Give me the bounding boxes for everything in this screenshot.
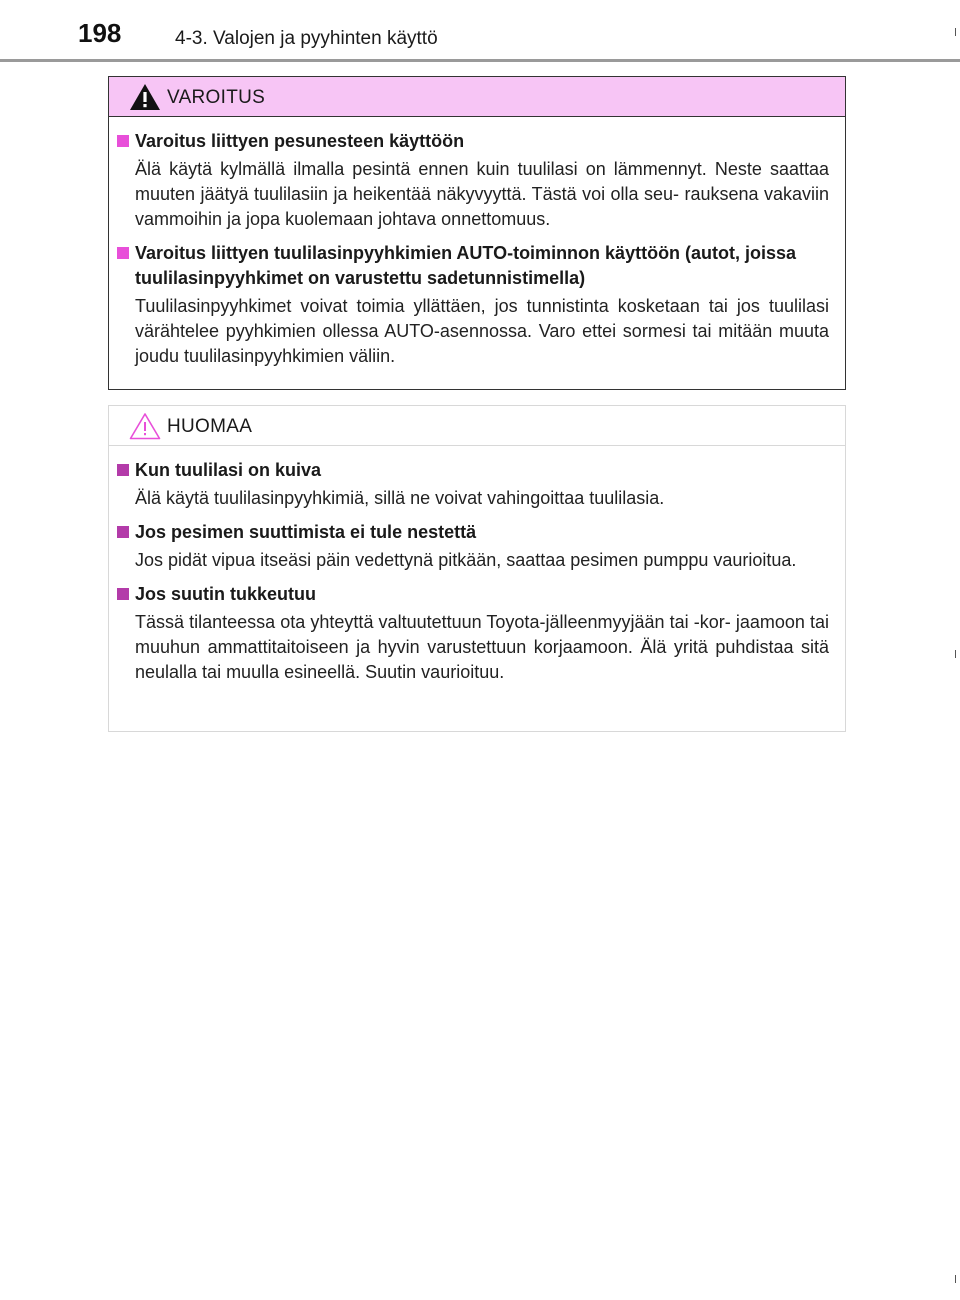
warning-box: [108, 76, 846, 390]
page-number: 198: [78, 18, 122, 48]
warning-item: [115, 129, 829, 232]
square-bullet-icon: [117, 588, 129, 600]
square-bullet-icon: [117, 526, 129, 538]
warning-box-header: [109, 77, 845, 117]
warning-item-text: Älä käytä kylmällä ilmalla pesintä ennen kuin tuulilasi on lämmennyt. Neste saattaa muuten jäätyä tuulilasiin ja heikentää näkyvyyttä. Tästä voi olla seu- rauksena vakaviin vammoihin ja jopa kuolemaan johtava onnettomuus.: [135, 159, 829, 229]
notice-box: [108, 405, 846, 732]
warning-item-text: Tuulilasinpyyhkimet voivat toimia yllättäen, jos tunnistinta kosketaan tai jos tuulilasi värähtelee pyyhkimien ollessa AUTO-asennossa. Varo ettei sormesi tai mitään muuta joudu tuulilasinpyyhkimien väliin.: [135, 296, 829, 366]
warning-item-title: Varoitus liittyen pesunesteen käyttöön: [135, 131, 465, 151]
notice-label: HUOMAA: [167, 416, 253, 437]
page-header: [0, 0, 960, 62]
square-bullet-icon: [117, 247, 129, 259]
notice-box-body: [109, 446, 845, 685]
square-bullet-icon: [117, 464, 129, 476]
caution-triangle-outline-icon: [129, 412, 161, 440]
notice-item-title: Jos pesimen suuttimista ei tule nestettä: [135, 522, 477, 542]
square-bullet-icon: [117, 135, 129, 147]
notice-box-header: [109, 406, 845, 446]
warning-box-body: [109, 117, 845, 369]
notice-item: [115, 582, 829, 685]
notice-item-text: Tässä tilanteessa ota yhteyttä valtuutettuun Toyota-jälleenmyyjään tai -kor- jaamoon tai muuhun ammattitaitoiseen ja hyvin varustettuun korjaamoon. Älä yritä puhdistaa sitä neulalla tai muulla esineellä. Suutin vaurioituu.: [135, 612, 829, 682]
warning-label: VAROITUS: [167, 87, 266, 108]
warning-item-title: Varoitus liittyen tuulilasinpyyhkimien AUTO-toiminnon käyttöön (autot, joissa tuulilasinpyyhkimet on varustettu sadetunnistimella): [135, 243, 797, 288]
notice-item: [115, 520, 829, 573]
crop-mark: [955, 650, 956, 658]
notice-item-title: Jos suutin tukkeutuu: [135, 584, 317, 604]
section-title: 4-3. Valojen ja pyyhinten käyttö: [175, 28, 438, 49]
notice-item-title: Kun tuulilasi on kuiva: [135, 460, 322, 480]
warning-item: [115, 241, 829, 369]
notice-item-text: Jos pidät vipua itseäsi päin vedettynä pitkään, saattaa pesimen pumppu vaurioitua.: [135, 550, 797, 570]
crop-mark: [955, 28, 956, 36]
notice-item-text: Älä käytä tuulilasinpyyhkimiä, sillä ne voivat vahingoittaa tuulilasia.: [135, 488, 665, 508]
crop-mark: [955, 1275, 956, 1283]
notice-item: [115, 458, 829, 511]
warning-triangle-icon: [129, 83, 161, 111]
